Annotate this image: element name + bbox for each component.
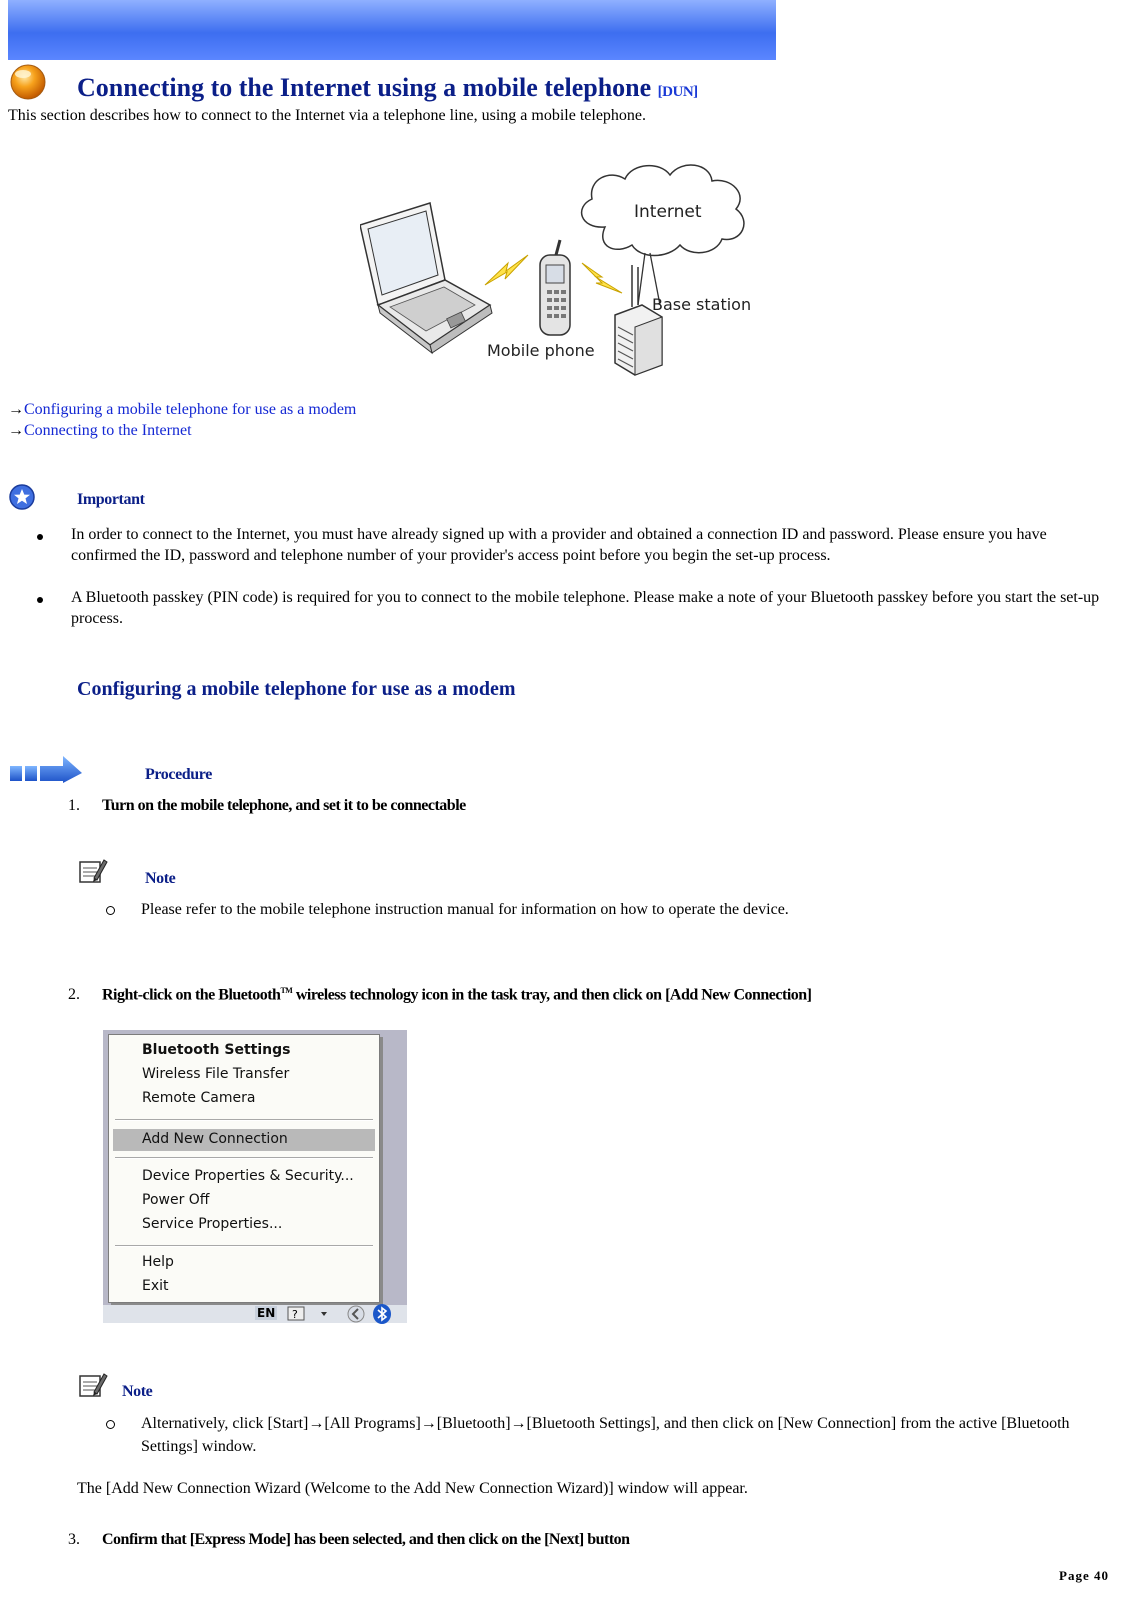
important-label: Important bbox=[77, 491, 145, 508]
bluetooth-tray-icon[interactable] bbox=[371, 1303, 393, 1325]
note-icon bbox=[76, 856, 108, 886]
header-banner bbox=[8, 0, 776, 60]
chevron-down-icon[interactable] bbox=[319, 1309, 329, 1319]
tray-menu-screenshot bbox=[103, 1030, 407, 1323]
menu-item-wireless-file-transfer[interactable]: Wireless File Transfer bbox=[142, 1066, 290, 1082]
bullet bbox=[37, 597, 43, 603]
note-2-text: Alternatively, click [Start]→[All Programs]→[Bluetooth]→[Bluetooth Settings], and then click on [New Connection] from the active [Bluetooth Settings] window. bbox=[141, 1415, 1070, 1455]
page-number: Page 40 bbox=[1059, 1568, 1109, 1583]
note-1-text: Please refer to the mobile telephone instruction manual for information on how to operate the device. bbox=[141, 901, 789, 918]
help-tray-icon[interactable] bbox=[287, 1306, 307, 1322]
task-tray bbox=[103, 1305, 407, 1323]
note-label: Note bbox=[122, 1383, 153, 1400]
section-heading: Configuring a mobile telephone for use as a modem bbox=[77, 678, 516, 700]
bullet bbox=[106, 1420, 115, 1429]
internet-label: Internet bbox=[634, 202, 702, 222]
laptop-illustration bbox=[360, 203, 492, 353]
important-star-icon bbox=[8, 483, 36, 511]
important-item-2: A Bluetooth passkey (PIN code) is required for you to connect to the mobile telephone. Please make a note of your Bluetooth passkey before you start the set-up process. bbox=[71, 589, 1100, 627]
menu-item-device-properties[interactable]: Device Properties & Security... bbox=[142, 1168, 354, 1184]
page-title: Connecting to the Internet using a mobile telephone [DUN] bbox=[77, 73, 698, 102]
step-number: 3. bbox=[68, 1531, 80, 1548]
title-tag: [DUN] bbox=[657, 84, 698, 100]
menu-item-bluetooth-settings[interactable]: Bluetooth Settings bbox=[142, 1042, 291, 1058]
mobile-phone-label: Mobile phone bbox=[487, 341, 595, 360]
context-menu bbox=[108, 1034, 380, 1303]
menu-item-exit[interactable]: Exit bbox=[142, 1278, 169, 1294]
step-3-text: Confirm that [Express Mode] has been selected, and then click on the [Next] button bbox=[102, 1531, 630, 1548]
menu-item-add-new-connection[interactable]: Add New Connection bbox=[142, 1131, 288, 1147]
orange-ball-icon bbox=[8, 62, 48, 102]
intro-text: This section describes how to connect to the Internet via a telephone line, using a mobile telephone. bbox=[8, 107, 647, 124]
menu-item-power-off[interactable]: Power Off bbox=[142, 1192, 210, 1208]
important-item-1: In order to connect to the Internet, you must have already signed up with a provider and obtained a connection ID and password. Please ensure you have confirmed the ID, password and telephone number of your provider's access point before you begin the set-up process. bbox=[71, 526, 1047, 564]
menu-item-help[interactable]: Help bbox=[142, 1254, 174, 1270]
menu-item-remote-camera[interactable]: Remote Camera bbox=[142, 1090, 256, 1106]
language-indicator[interactable]: EN bbox=[257, 1306, 276, 1320]
chevron-left-tray-icon[interactable] bbox=[345, 1305, 367, 1323]
procedure-label: Procedure bbox=[145, 766, 212, 783]
connection-diagram bbox=[360, 155, 780, 385]
bullet bbox=[106, 906, 115, 915]
wizard-appears-text: The [Add New Connection Wizard (Welcome to the Add New Connection Wizard)] window will appear. bbox=[77, 1480, 748, 1497]
link-connecting[interactable]: →Connecting to the Internet bbox=[8, 422, 192, 439]
step-number: 1. bbox=[68, 797, 80, 814]
note-label: Note bbox=[145, 870, 176, 887]
step-number: 2. bbox=[68, 986, 80, 1003]
step-2-text: Right-click on the Bluetooth™ wireless technology icon in the task tray, and then click on [Add New Connection] bbox=[102, 986, 812, 1004]
bullet bbox=[37, 534, 43, 540]
link-configuring[interactable]: →Configuring a mobile telephone for use as a modem bbox=[8, 401, 357, 418]
procedure-arrow-icon bbox=[8, 752, 84, 786]
note-icon bbox=[76, 1370, 108, 1400]
menu-item-service-properties[interactable]: Service Properties... bbox=[142, 1216, 283, 1232]
step-1-text: Turn on the mobile telephone, and set it to be connectable bbox=[102, 797, 466, 814]
base-station-label: Base station bbox=[652, 295, 752, 314]
mobile-phone-illustration bbox=[540, 240, 570, 335]
svg-text:?: ? bbox=[292, 1308, 298, 1321]
